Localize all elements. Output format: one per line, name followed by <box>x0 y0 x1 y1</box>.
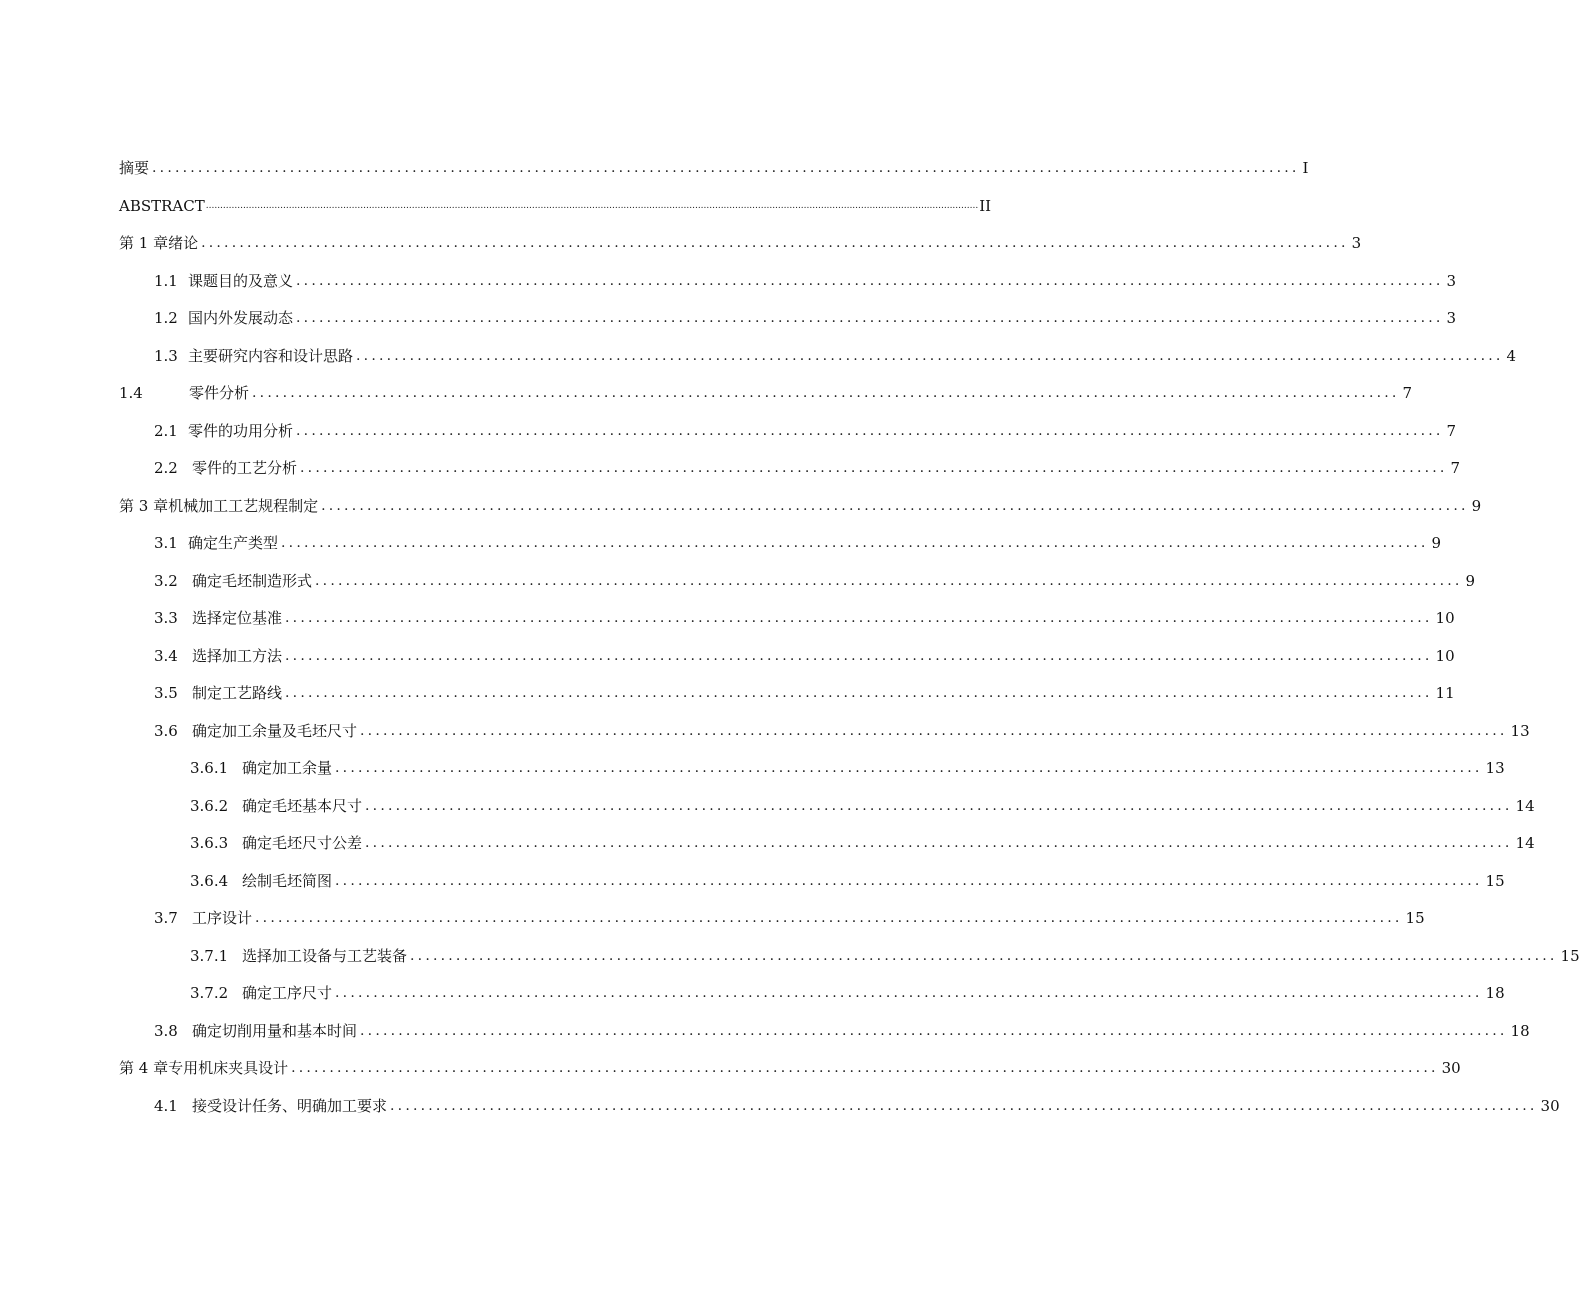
toc-title: 主要研究内容和设计思路 <box>188 347 354 365</box>
toc-leader-dots: ...................................................................................................................................................... <box>365 835 1513 851</box>
toc-title: 第 3 章机械加工工艺规程制定 <box>119 497 319 515</box>
toc-leader-dots: ...................................................................................................................................................... <box>410 948 1558 964</box>
toc-page-number: 15 <box>1560 947 1580 965</box>
toc-page-number: 30 <box>1441 1059 1461 1077</box>
toc-leader-dots: ...................................................................................................................................................... <box>335 873 1483 889</box>
toc-leader-dots: ...................................................................................................................................................... <box>360 1023 1508 1039</box>
toc-entry-1-3[interactable] <box>154 345 1517 367</box>
toc-section-number: 1.4 <box>119 384 143 402</box>
toc-leader-dots: ...................................................................................................................................................... <box>390 1098 1538 1114</box>
toc-entry-3-3[interactable] <box>154 607 1455 629</box>
toc-section-number: 3.5 <box>154 684 178 702</box>
toc-section-number: 3.3 <box>154 609 178 627</box>
toc-page-number: 9 <box>1465 572 1476 590</box>
toc-page-number: 10 <box>1435 647 1455 665</box>
toc-page-number: 3 <box>1446 309 1457 327</box>
toc-entry-abstract-en[interactable] <box>119 195 992 217</box>
toc-title: 确定生产类型 <box>188 534 279 552</box>
toc-title: 摘要 <box>119 159 150 177</box>
toc-title: 选择加工方法 <box>192 647 283 665</box>
toc-leader-dots: ...................................................................................................................................................... <box>285 648 1433 664</box>
toc-leader-dots: ...................................................................................................................................................... <box>300 460 1448 476</box>
toc-title: 第 4 章专用机床夹具设计 <box>119 1059 289 1077</box>
toc-title: 选择定位基准 <box>192 609 283 627</box>
toc-title: ABSTRACT <box>119 197 205 215</box>
toc-entry-3-6-1[interactable] <box>190 757 1505 779</box>
toc-leader-dots: ...................................................................................................................................................... <box>365 798 1513 814</box>
toc-title: 确定切削用量和基本时间 <box>192 1022 358 1040</box>
toc-title: 绘制毛坯简图 <box>242 872 333 890</box>
toc-entry-3-1[interactable] <box>154 532 1442 554</box>
toc-entry-chapter-1[interactable] <box>119 232 1362 254</box>
toc-page-number: 18 <box>1485 984 1505 1002</box>
toc-page-number: II <box>979 197 992 215</box>
toc-entry-chapter-4[interactable] <box>119 1057 1461 1079</box>
toc-leader-dots: ...................................................................................................................................................... <box>291 1060 1439 1076</box>
toc-title: 第 1 章绪论 <box>119 234 199 252</box>
toc-page-number: I <box>1302 159 1309 177</box>
toc-leader-dots: ...................................................................................................................................................... <box>335 985 1483 1001</box>
toc-title: 确定工序尺寸 <box>242 984 333 1002</box>
toc-section-number: 3.6.2 <box>190 797 229 815</box>
toc-section-number: 3.6.1 <box>190 759 229 777</box>
toc-page-number: 10 <box>1435 609 1455 627</box>
toc-title: 确定毛坯尺寸公差 <box>242 834 363 852</box>
toc-page-number: 14 <box>1515 834 1535 852</box>
toc-page-number: 7 <box>1402 384 1413 402</box>
toc-entry-3-4[interactable] <box>154 645 1455 667</box>
toc-leader-dots: ...................................................................................................................................................... <box>201 235 1349 251</box>
toc-page-number: 15 <box>1485 872 1505 890</box>
toc-entry-4-1[interactable] <box>154 1095 1560 1117</box>
toc-section-number: 3.7 <box>154 909 178 927</box>
toc-leader-dots: ...................................................................................................................................................... <box>252 385 1400 401</box>
toc-section-number: 3.7.1 <box>190 947 229 965</box>
toc-leader-dots: ...................................................................................................................................................... <box>356 348 1504 364</box>
toc-leader-dots: ...................................................................................................................................................... <box>285 610 1433 626</box>
toc-page-number: 14 <box>1515 797 1535 815</box>
toc-entry-3-5[interactable] <box>154 682 1455 704</box>
toc-section-number: 4.1 <box>154 1097 178 1115</box>
toc-section-number: 3.1 <box>154 534 178 552</box>
toc-title: 工序设计 <box>192 909 253 927</box>
toc-leader-dots: ...................................................................................................................................................... <box>360 723 1508 739</box>
toc-title: 国内外发展动态 <box>188 309 294 327</box>
toc-entry-3-7[interactable] <box>154 907 1425 929</box>
toc-section-number: 3.6 <box>154 722 178 740</box>
toc-entry-1-4[interactable] <box>119 382 1413 404</box>
toc-page-number: 7 <box>1446 422 1457 440</box>
toc-leader-dots: ...................................................................................................................................................... <box>285 685 1433 701</box>
toc-section-number: 2.1 <box>154 422 178 440</box>
toc-page-number: 11 <box>1435 684 1455 702</box>
toc-page-number: 4 <box>1506 347 1517 365</box>
toc-section-number: 2.2 <box>154 459 178 477</box>
toc-section-number: 1.3 <box>154 347 178 365</box>
toc-page-number: 3 <box>1446 272 1457 290</box>
toc-page-number: 18 <box>1510 1022 1530 1040</box>
toc-page-number: 9 <box>1471 497 1482 515</box>
toc-page-number: 13 <box>1510 722 1530 740</box>
toc-entry-3-6[interactable] <box>154 720 1530 742</box>
toc-page-number: 15 <box>1405 909 1425 927</box>
toc-title: 选择加工设备与工艺装备 <box>242 947 408 965</box>
toc-entry-3-7-1[interactable] <box>190 945 1580 967</box>
toc-leader-dots: ...................................................................................................................................................... <box>152 160 1300 176</box>
toc-section-number: 1.2 <box>154 309 178 327</box>
toc-title: 零件分析 <box>189 384 250 402</box>
toc-section-number: 3.6.3 <box>190 834 229 852</box>
toc-page-number: 7 <box>1450 459 1461 477</box>
toc-page-number: 13 <box>1485 759 1505 777</box>
toc-page-number: 3 <box>1351 234 1362 252</box>
toc-leader-dots: ...................................................................................................................................................... <box>255 910 1403 926</box>
toc-section-number: 1.1 <box>154 272 178 290</box>
toc-entry-1-2[interactable] <box>154 307 1457 329</box>
toc-leader-dots: ...................................................................................................................................................... <box>315 573 1463 589</box>
toc-leader-dots: ...................................................................................................................................................... <box>296 273 1444 289</box>
toc-title: 零件的工艺分析 <box>192 459 298 477</box>
toc-title: 零件的功用分析 <box>188 422 294 440</box>
toc-entry-abstract-cn[interactable] <box>119 157 1309 179</box>
toc-section-number: 3.7.2 <box>190 984 229 1002</box>
toc-leader-dots: ...................................................................................................................................................... <box>321 498 1469 514</box>
toc-section-number: 3.8 <box>154 1022 178 1040</box>
toc-title: 确定加工余量 <box>242 759 333 777</box>
toc-title: 制定工艺路线 <box>192 684 283 702</box>
toc-title: 确定加工余量及毛坯尺寸 <box>192 722 358 740</box>
toc-page-number: 9 <box>1431 534 1442 552</box>
toc-entry-3-8[interactable] <box>154 1020 1530 1042</box>
toc-page-number: 30 <box>1540 1097 1560 1115</box>
toc-entry-2-2[interactable] <box>154 457 1461 479</box>
toc-section-number: 3.2 <box>154 572 178 590</box>
toc-leader-dots: ...................................................................................................................................................... <box>335 760 1483 776</box>
toc-title: 接受设计任务、明确加工要求 <box>192 1097 388 1115</box>
toc-entry-1-1[interactable] <box>154 270 1457 292</box>
toc-title: 课题目的及意义 <box>188 272 294 290</box>
toc-entry-2-1[interactable] <box>154 420 1457 442</box>
toc-entry-3-2[interactable] <box>154 570 1476 592</box>
toc-entry-3-6-3[interactable] <box>190 832 1535 854</box>
toc-leader-dots: ...................................................................................................................................................... <box>281 535 1429 551</box>
toc-entry-3-6-4[interactable] <box>190 870 1505 892</box>
toc-title: 确定毛坯基本尺寸 <box>242 797 363 815</box>
toc-entry-chapter-3[interactable] <box>119 495 1482 517</box>
toc-leader-dots: ...................................................................................................................................................... <box>296 423 1444 439</box>
toc-entry-3-6-2[interactable] <box>190 795 1535 817</box>
toc-leader-dots: ...................................................................................................................................................... <box>296 310 1444 326</box>
toc-entry-3-7-2[interactable] <box>190 982 1505 1004</box>
toc-section-number: 3.6.4 <box>190 872 229 890</box>
toc-title: 确定毛坯制造形式 <box>192 572 313 590</box>
toc-leader-dots: .............................................................................................................................................................................................................................................................................. <box>205 201 979 211</box>
toc-section-number: 3.4 <box>154 647 178 665</box>
